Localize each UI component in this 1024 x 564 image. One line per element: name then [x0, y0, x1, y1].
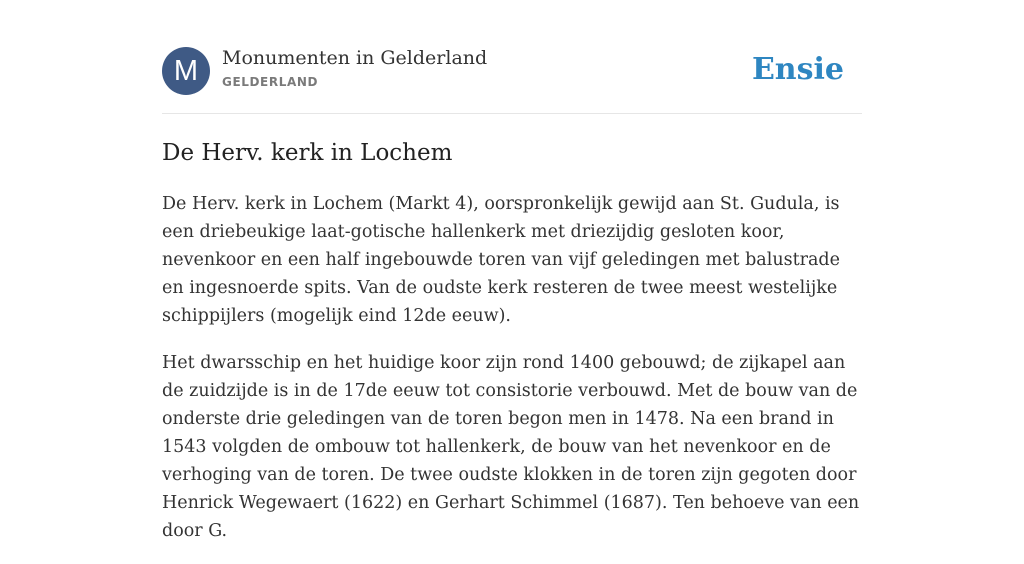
article-paragraph: De Herv. kerk in Lochem (Markt 4), oorspronkelijk gewijd aan St. Gudula, is een driebeukige laat-gotische hallenkerk met driezijdig gesloten koor, nevenkoor en een half ingebouwde toren van vijf geledingen met balustrade en ingesnoerde spits. Van de oudste kerk resteren de twee meest westelijke schippijlers (mogelijk eind 12de eeuw). — [162, 194, 840, 326]
publication-avatar[interactable]: M — [162, 47, 210, 95]
article-paragraph: Het dwarsschip en het huidige koor zijn rond 1400 gebouwd; de zijkapel aan de zuidzijde is in de 17de eeuw tot consistorie verbouwd. Met de bouw van de onderste drie geledingen van de toren begon men in 1478. Na een brand in 1543 volgden de ombouw tot hallenkerk, de bouw van het nevenkoor en de verhoging van de toren. De twee oudste klokken in de toren zijn gegoten door Henrick Wegewaert (1622) en Gerhart Schimmel (1687). Ten behoeve van een door G. — [162, 353, 860, 541]
header-divider — [162, 113, 862, 114]
publication-category[interactable]: GELDERLAND — [222, 75, 319, 89]
publication-title[interactable]: Monumenten in Gelderland — [222, 47, 488, 69]
ensie-logo[interactable]: Ensie — [751, 52, 844, 87]
article-body — [162, 190, 862, 564]
publication-header — [162, 46, 862, 96]
article-title: De Herv. kerk in Lochem — [162, 140, 453, 166]
